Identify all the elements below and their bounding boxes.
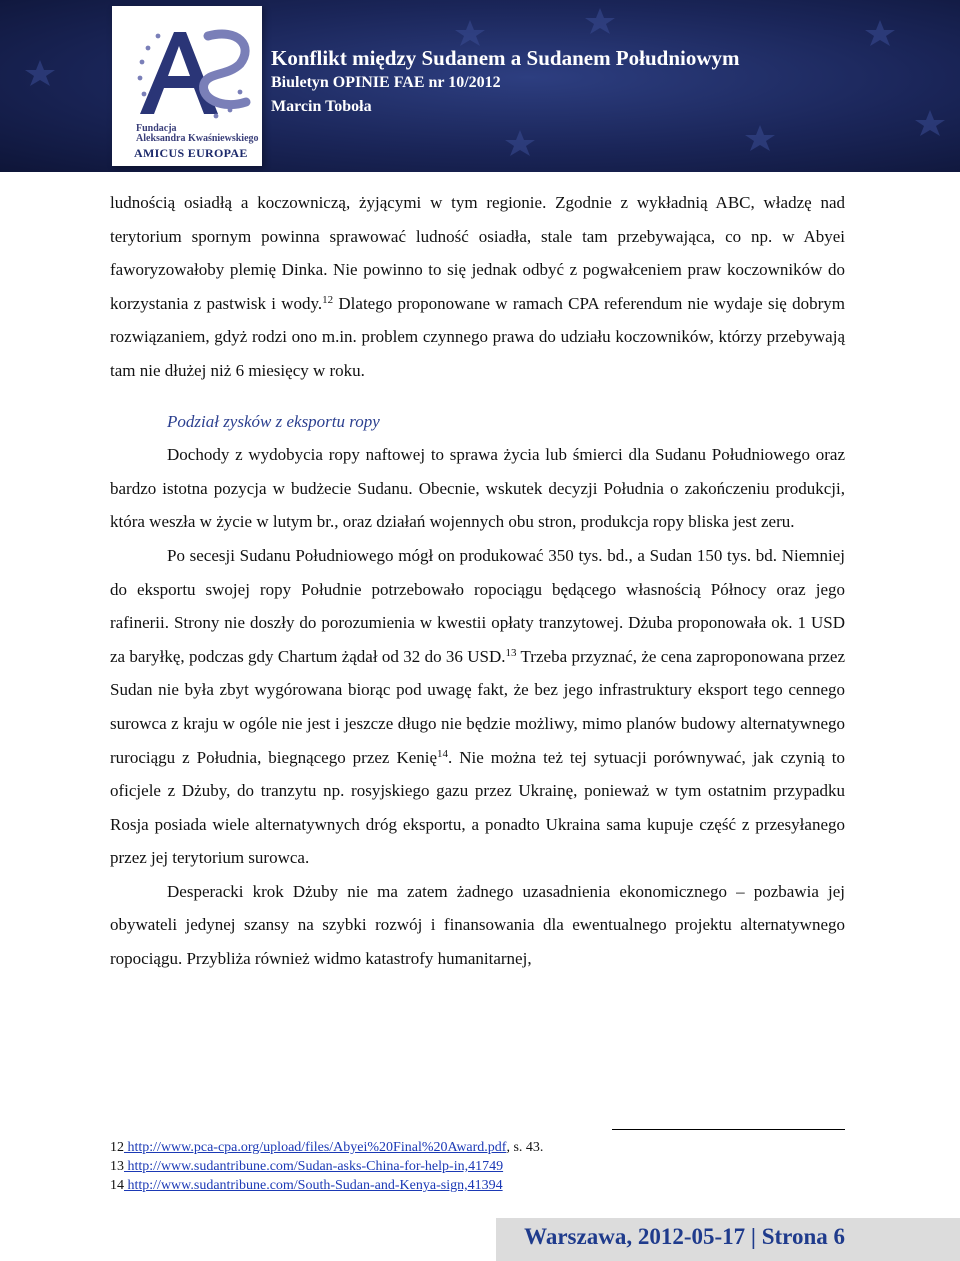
header-banner: [0, 0, 960, 172]
paragraph-3-text: Po secesji Sudanu Południowego mógł on produkować 350 tys. bd., a Sudan 150 tys. bd. Niemniej do eksportu swojej ropy Południe potrzebowało ropociągu będącego własnością Północy oraz jego rafinerii. Strony nie doszły do porozumienia w kwestii opłaty tranzytowej. Dżuba proponowała ok. 1 USD za baryłkę, podczas gdy Chartum żądał od 32 do 36 USD.: [110, 545, 845, 666]
footnote-ref-13[interactable]: 13: [505, 646, 517, 659]
footnote-number: 13: [110, 1159, 124, 1174]
footnote-12: [110, 1138, 543, 1157]
footnote-14: [110, 1176, 543, 1195]
logo-line-1: Fundacja: [136, 123, 177, 134]
paragraph-1-continued: Dlatego proponowane w ramach CPA referendum nie wydaje się dobrym rozwiązaniem, gdyż rodzi ono m.in. problem czynnego prawa do udziału koczowników, którzy przebywają tam nie dłużej niż 6 miesięcy w roku.: [110, 293, 845, 380]
footnote-suffix: , s. 43.: [506, 1140, 544, 1155]
logo-line-2: Aleksandra Kwaśniewskiego: [136, 133, 259, 144]
footnote-number: 12: [110, 1140, 124, 1155]
paragraph-3-end: . Nie można też tej sytuacji porównywać, jak czynią to oficjele z Dżuby, do tranzytu np. rosyjskiego gazu przez Ukrainę, ponieważ w tym ostatnim przypadku Rosja posiada wiele alternatywnych dróg eksportu, a ponadto Ukraina sama kupuje część z przesyłanego przez jej terytorium surowca.: [110, 747, 846, 868]
footnote-link[interactable]: http://www.sudantribune.com/Sudan-asks-China-for-help-in,41749: [124, 1159, 504, 1174]
footnote-number: 14: [110, 1178, 124, 1193]
footnote-13: [110, 1157, 543, 1176]
article-body: [110, 186, 845, 976]
logo-line-3: AMICUS EUROPAE: [134, 146, 248, 160]
footnote-link[interactable]: http://www.sudantribune.com/South-Sudan-and-Kenya-sign,41394: [124, 1178, 503, 1193]
section-heading: Podział zysków z eksportu ropy: [167, 411, 380, 431]
paragraph-3: [110, 539, 845, 875]
foundation-logo: [112, 6, 262, 166]
paragraph-2: Dochody z wydobycia ropy naftowej to sprawa życia lub śmierci dla Sudanu Południowego oraz bardzo istotna pozycja w budżecie Sudanu. Obecnie, wskutek decyzji Południa o zakończeniu produkcji, która weszła w życie w lutym br., oraz działań wojennych obu stron, produkcja ropy bliska jest zeru.: [110, 445, 845, 532]
document-title: Konflikt między Sudanem a Sudanem Południowym: [271, 46, 740, 70]
footnote-ref-14[interactable]: 14: [437, 747, 449, 760]
author-name: Marcin Toboła: [271, 98, 372, 115]
footnotes: [110, 1138, 543, 1195]
footnote-separator: [612, 1129, 845, 1130]
paragraph-1-text: ludnością osiadłą a koczowniczą, żyjącymi w tym regionie. Zgodnie z wykładnią ABC, władzę nad terytorium spornym powinna sprawować ludność osiadła, stale tam przebywająca, co np. w Abyei faworyzowałoby plemię Dinka. Nie powinno to się jednak odbyć z pogwałceniem praw koczowników do korzystania z pastwisk i wody.: [110, 193, 845, 313]
footnote-ref-12[interactable]: 12: [322, 293, 334, 306]
paragraph-4: Desperacki krok Dżuby nie ma zatem żadnego uzasadnienia ekonomicznego – pozbawia jej obywateli jedynej szansy na szybki rozwój i finansowania dla ewentualnego projektu alternatywnego ropociągu. Przybliża również widmo katastrofy humanitarnej,: [110, 881, 845, 969]
paragraph-3-continued: Trzeba przyznać, że cena zaproponowana przez Sudan nie była zbyt wygórowana biorąc pod uwagę fakt, że bez jego infrastruktury eksport tego cennego surowca z kraju w ogóle nie jest i jeszcze długo nie będzie możliwy, mimo planów budowy alternatywnego rurociągu z Południa, biegnącego przez Kenię: [110, 646, 845, 767]
logo-caption: [136, 124, 259, 144]
paragraph-1: [110, 186, 845, 388]
footer-page-info: Warszawa, 2012-05-17 | Strona 6: [524, 1224, 845, 1249]
bulletin-name: Biuletyn OPINIE FAE nr 10/2012: [271, 74, 501, 91]
footnote-link[interactable]: http://www.pca-cpa.org/upload/files/Abyei%20Final%20Award.pdf: [124, 1140, 507, 1155]
